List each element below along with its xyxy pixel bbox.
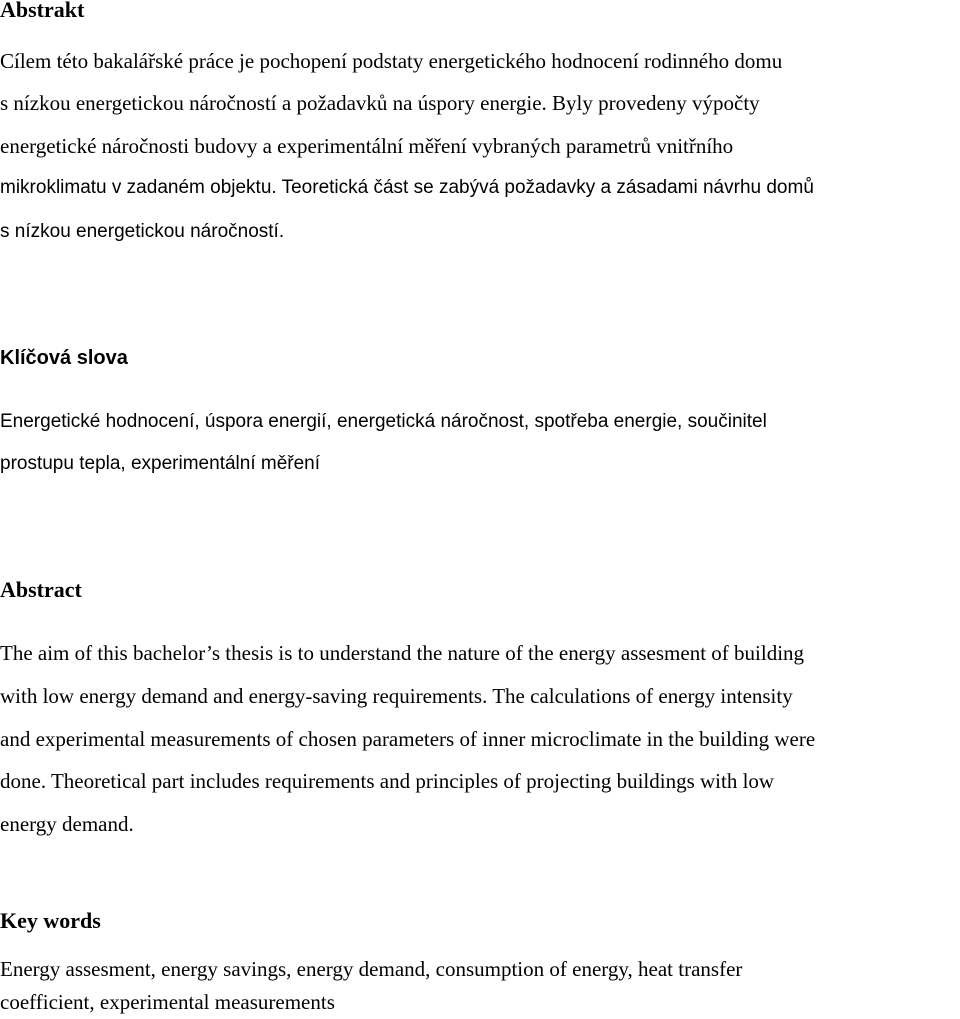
abstrakt-line: Cílem této bakalářské práce je pochopení podstaty energetického hodnocení rodinného domu [0, 49, 783, 73]
abstract-heading: Abstract [0, 577, 82, 602]
abstract-line: and experimental measurements of chosen parameters of inner microclimate in the building were [0, 727, 816, 751]
abstract-line: The aim of this bachelor’s thesis is to understand the nature of the energy assesment of building [0, 641, 805, 665]
klicova-slova-line: Energetické hodnocení, úspora energií, energetická náročnost, spotřeba energie, součinitel [0, 411, 767, 432]
klicova-slova-heading: Klíčová slova [0, 347, 128, 369]
klicova-slova-line: prostupu tepla, experimentální měření [0, 453, 321, 474]
abstrakt-line: s nízkou energetickou náročností a požadavků na úspory energie. Byly provedeny výpočty [0, 91, 760, 115]
key-words-line: Energy assesment, energy savings, energy demand, consumption of energy, heat transfer [0, 957, 743, 981]
key-words-line: coefficient, experimental measurements [0, 990, 335, 1014]
abstrakt-line: mikroklimatu v zadaném objektu. Teoretická část se zabývá požadavky a zásadami návrhu domů [0, 177, 814, 198]
abstrakt-line: energetické náročnosti budovy a experimentální měření vybraných parametrů vnitřního [0, 134, 734, 158]
abstrakt-line: s nízkou energetickou náročností. [0, 221, 285, 242]
abstract-line: energy demand. [0, 812, 134, 836]
key-words-heading: Key words [0, 908, 101, 933]
abstrakt-heading: Abstrakt [0, 0, 85, 22]
abstract-line: with low energy demand and energy-saving requirements. The calculations of energy intensity [0, 684, 793, 708]
abstract-line: done. Theoretical part includes requirements and principles of projecting buildings with low [0, 769, 775, 793]
